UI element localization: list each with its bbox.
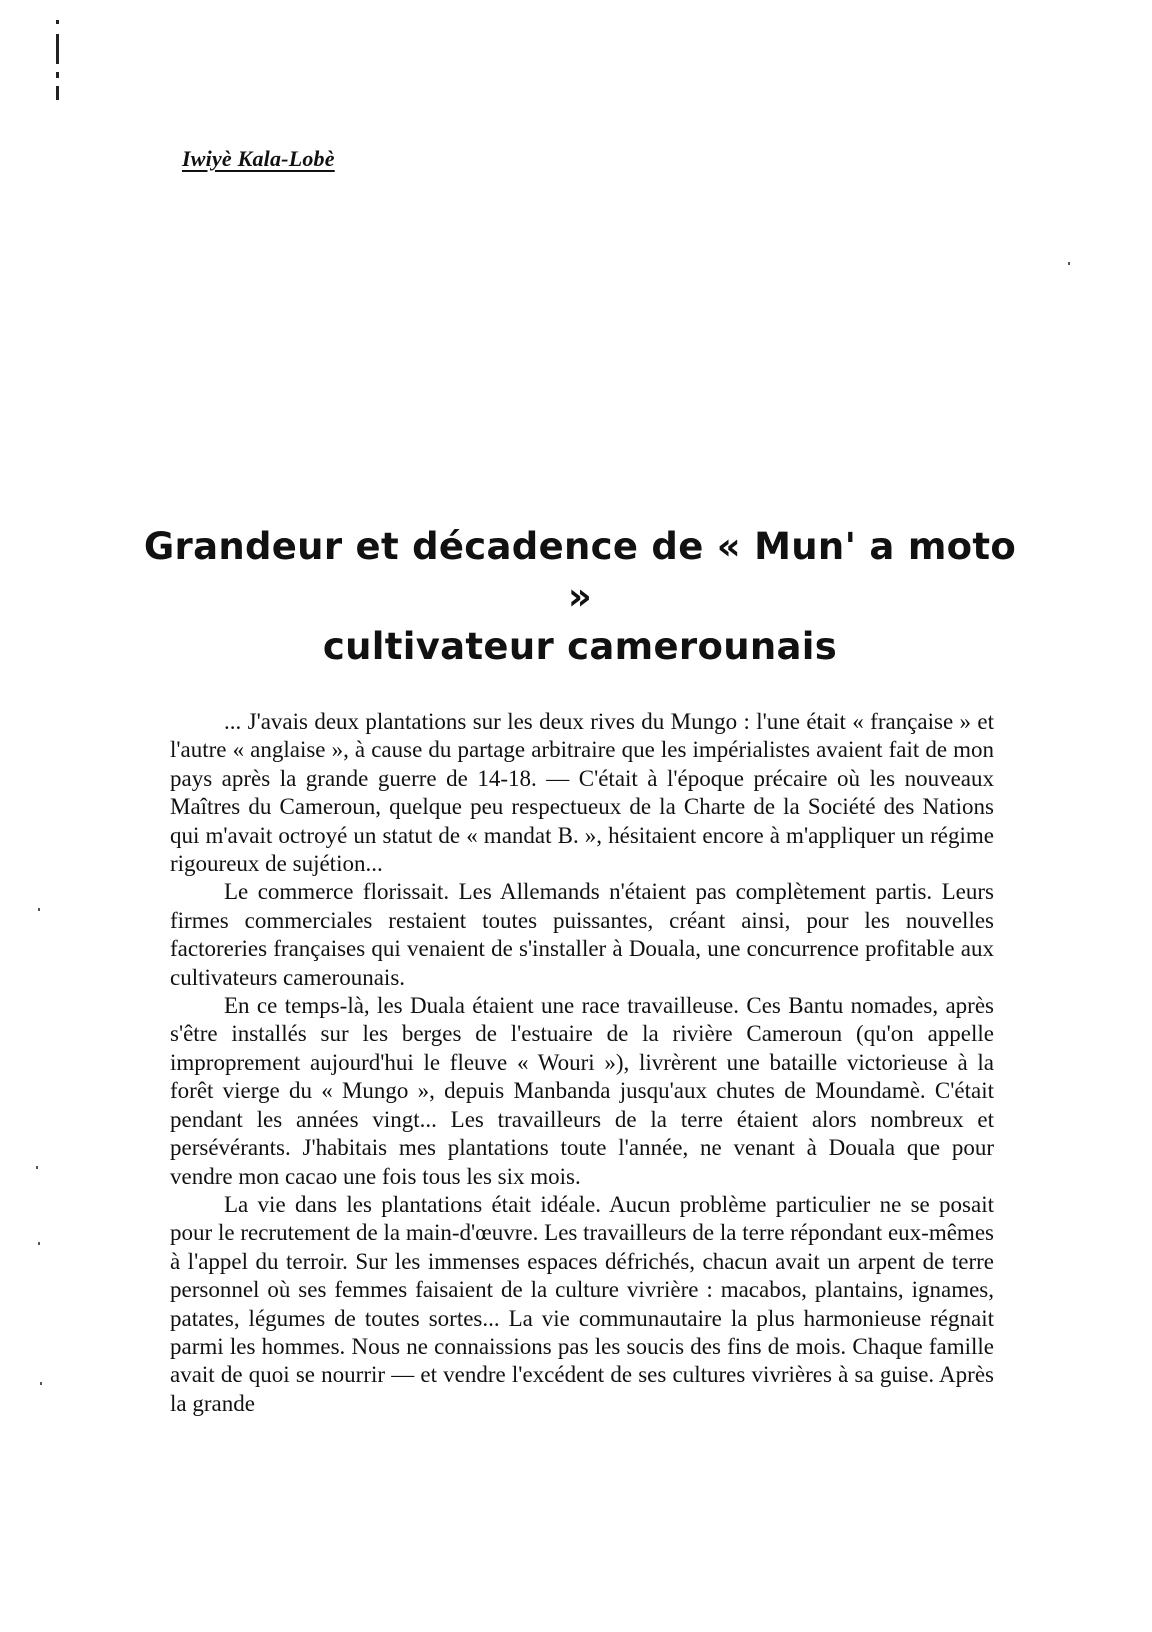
title-line-2: cultivateur camerounais	[322, 625, 838, 668]
scan-speck	[38, 908, 40, 911]
paragraph-1: ... J'avais deux plantations sur les deux rives du Mungo : l'une était « française » et l'autre « anglaise », à cause du partage arbitraire que les impérialistes avaient fait de mon pays après la grande guerre de 14-18. — C'était à l'époque précaire où les nouveaux Maîtres du Cameroun, quelque peu respectueux de la Charte de la Société des Nations qui m'avait octroyé un statut de « mandat B. », hésitaient encore à m'appliquer un régime rigoureux de sujétion...	[170, 709, 994, 877]
margin-binding-mark	[56, 20, 59, 100]
title-line-1: Grandeur et décadence de « Mun' a moto »	[143, 525, 1017, 618]
article-title	[140, 522, 1020, 672]
scan-speck	[1068, 262, 1070, 265]
paragraph-2: Le commerce florissait. Les Allemands n'étaient pas complètement partis. Leurs firmes commerciales restaient toutes puissantes, créant ainsi, pour les nouvelles factoreries françaises qui venaient de s'installer à Douala, une concurrence profitable aux cultivateurs camerounais.	[170, 879, 994, 990]
article-body	[170, 708, 994, 1418]
author-name: Iwiyè Kala-Lobè	[182, 146, 335, 171]
paragraph-4: La vie dans les plantations était idéale. Aucun problème particulier ne se posait pour le recrutement de la main-d'œuvre. Les travailleurs de la terre répondant eux-mêmes à l'appel du terroir. Sur les immenses espaces défrichés, chacun avait un arpent de terre personnel où ses femmes faisaient de la culture vivrière : macabos, plantains, ignames, patates, légumes de toutes sortes... La vie communautaire la plus harmonieuse régnait parmi les hommes. Nous ne connaissions pas les soucis des fins de mois. Chaque famille avait de quoi se nourrir — et vendre l'excédent de ses cultures vivrières à sa guise. Après la grande	[170, 1191, 994, 1416]
scan-speck	[38, 1242, 40, 1245]
scan-speck	[40, 1382, 42, 1385]
scan-speck	[36, 1166, 38, 1169]
paragraph-3: En ce temps-là, les Duala étaient une race travailleuse. Ces Bantu nomades, après s'être installés sur les berges de l'estuaire de la rivière Cameroun (qu'on appelle improprement aujourd'hui le fleuve « Wouri »), livrèrent une bataille victorieuse à la forêt vierge du « Mungo », depuis Manbanda jusqu'aux chutes de Moundamè. C'était pendant les années vingt... Les travailleurs de la terre étaient alors nombreux et persévérants. J'habitais mes plantations toute l'année, ne venant à Douala que pour vendre mon cacao une fois tous les six mois.	[170, 993, 994, 1189]
